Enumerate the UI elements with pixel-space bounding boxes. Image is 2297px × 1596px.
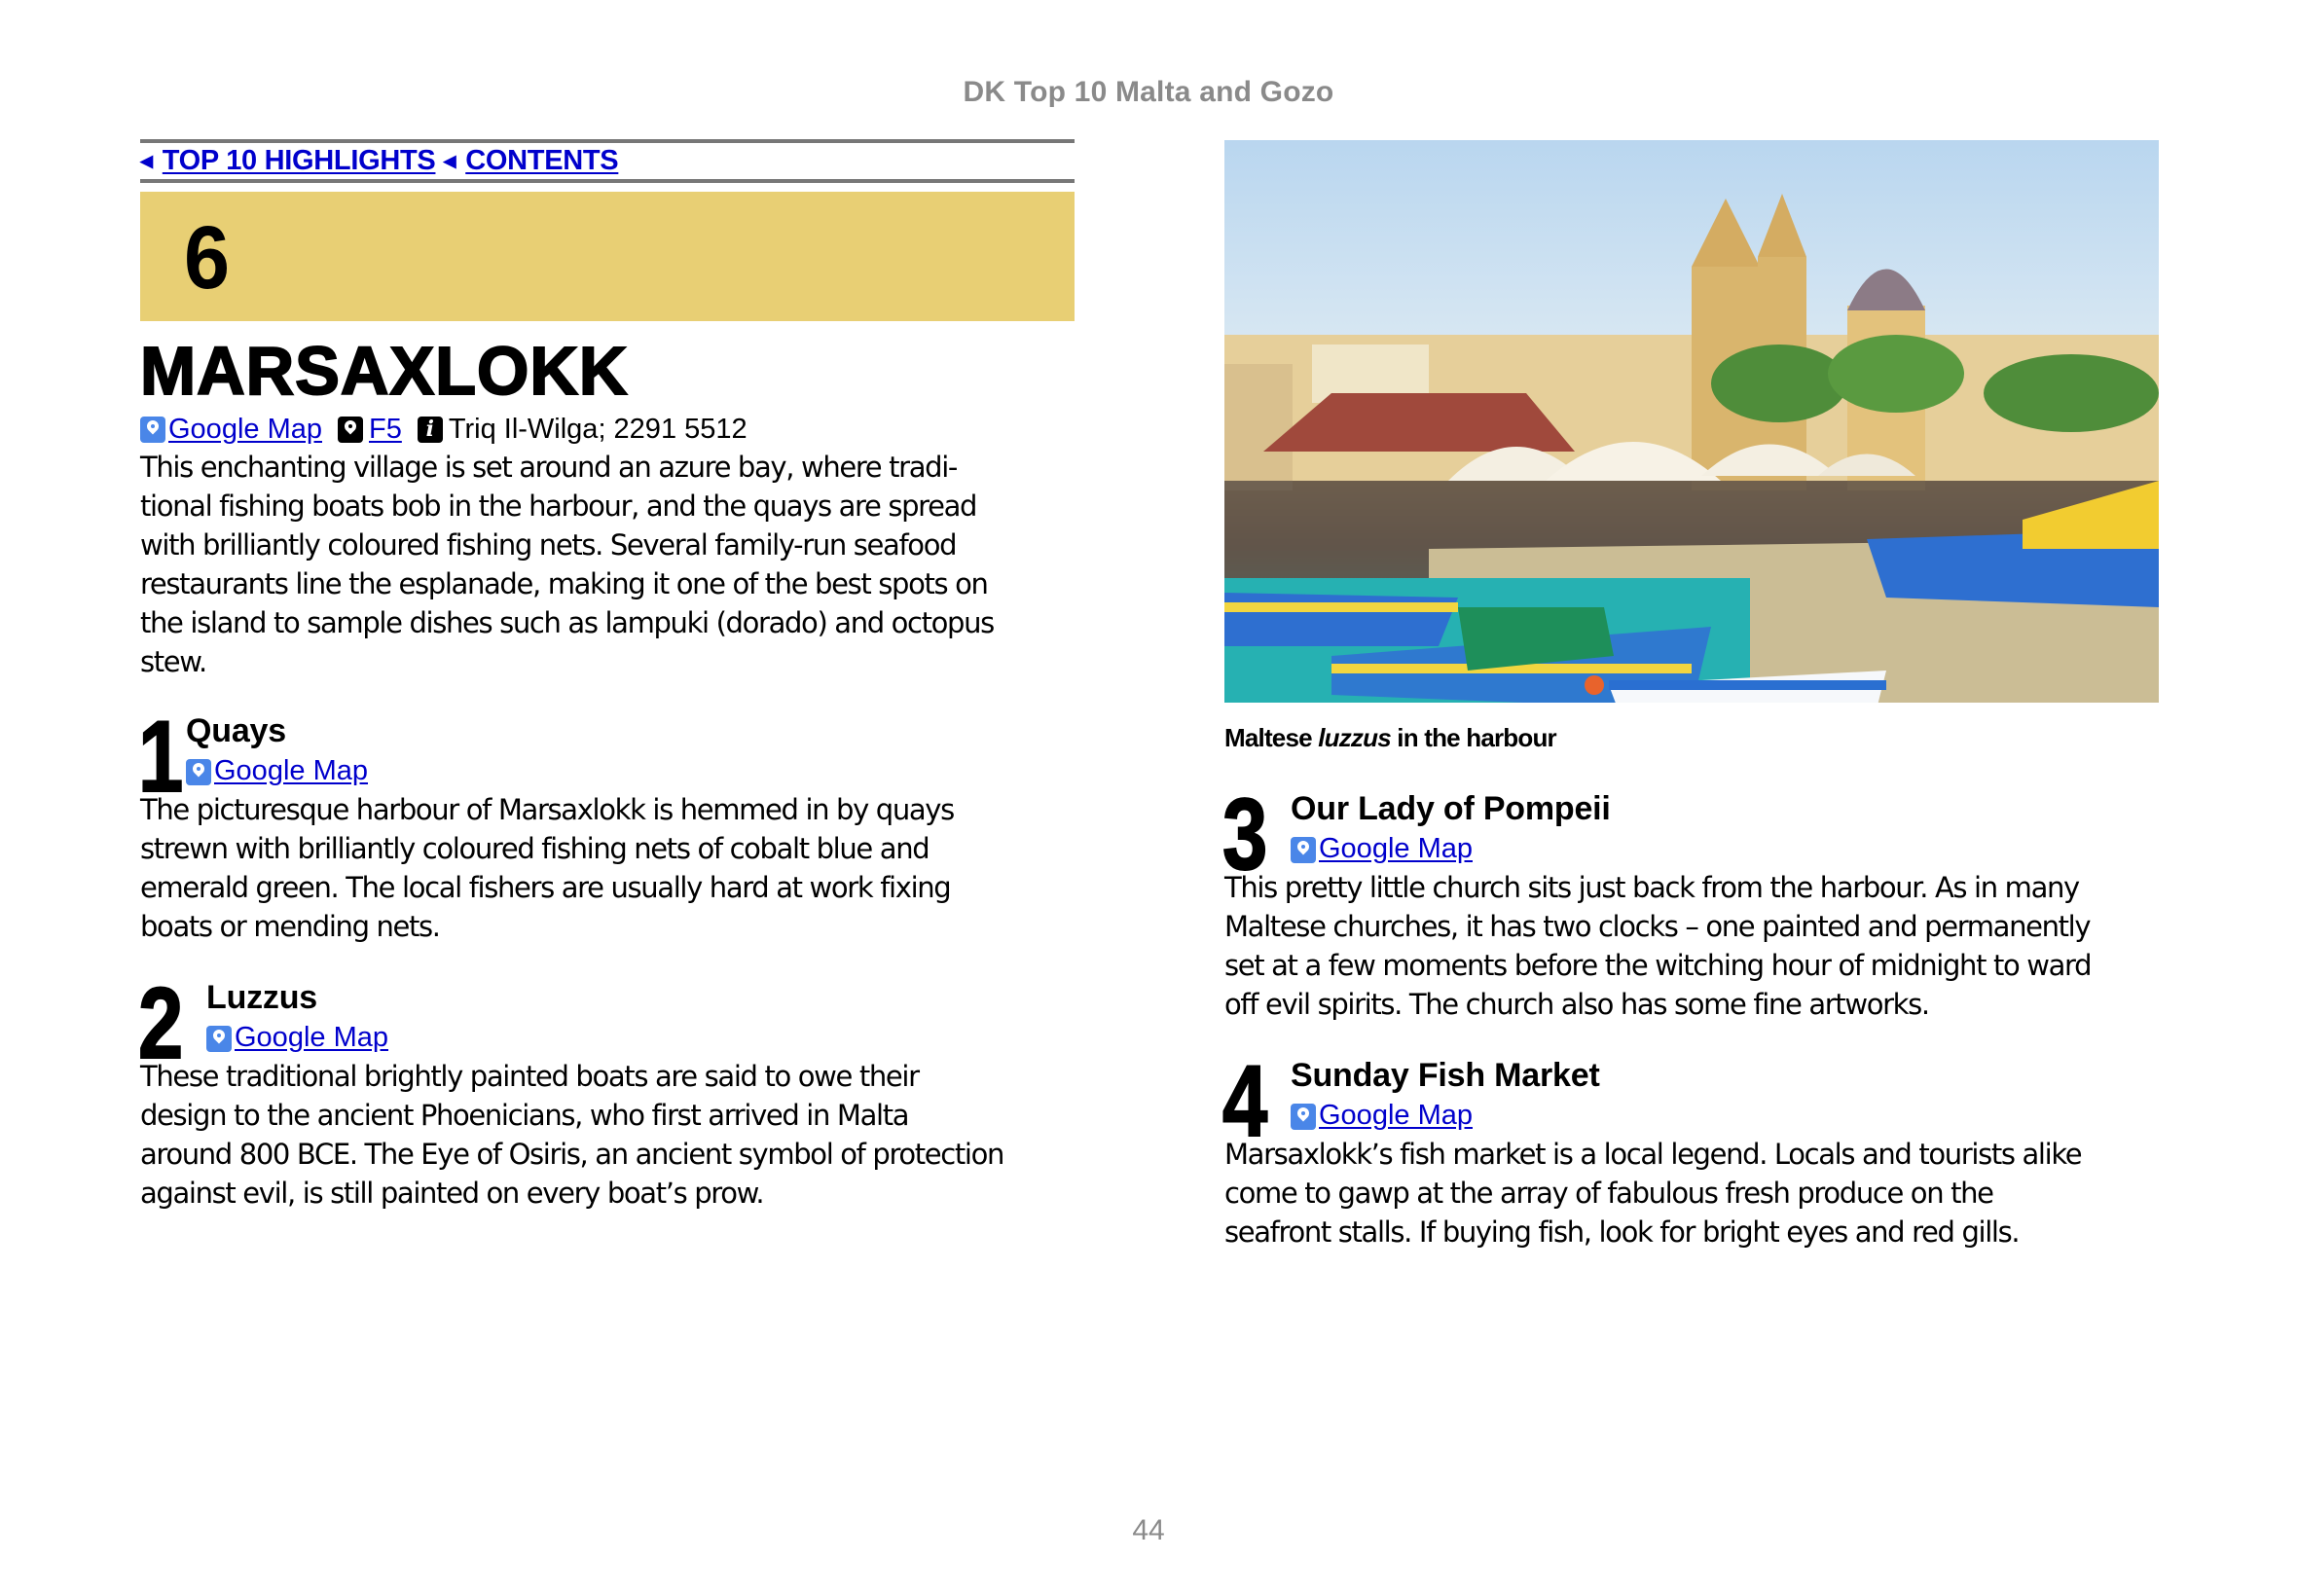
text-line: emerald green. The local fishers are usually hard at work fixing <box>140 871 951 904</box>
section-title: MARSAXLOKK <box>140 333 629 409</box>
text-line: This enchanting village is set around an azure bay, where tradi- <box>140 451 958 484</box>
right-column <box>1224 140 2159 1251</box>
highlight-item-2 <box>138 967 1075 1213</box>
item-number: 1 <box>138 701 184 814</box>
top10-highlights-link[interactable]: TOP 10 HIGHLIGHTS <box>162 145 436 176</box>
item-description <box>1224 1135 2159 1251</box>
google-map-link[interactable]: Google Map <box>214 755 368 786</box>
map-pin-icon <box>140 417 165 443</box>
section-meta <box>140 413 1075 446</box>
boat <box>1224 593 1458 646</box>
item-number: 4 <box>1222 1045 1268 1158</box>
text-line: restaurants line the esplanade, making it one of the best spots on <box>140 567 988 600</box>
item-number: 3 <box>1222 779 1268 891</box>
harbour-illustration <box>1224 140 2159 703</box>
map-pin-icon <box>186 759 211 785</box>
highlight-item-4 <box>1222 1045 2159 1251</box>
map-pin-icon <box>1291 837 1316 863</box>
caption-text: Maltese <box>1224 723 1319 752</box>
text-line: This pretty little church sits just back from the harbour. As in many <box>1224 871 2079 904</box>
highlight-item-1 <box>138 701 1075 946</box>
harbour-photo <box>1224 140 2159 703</box>
google-map-link[interactable]: Google Map <box>168 413 322 445</box>
map-pin-icon <box>1291 1104 1316 1130</box>
address-phone: Triq Il-Wilga; 2291 5512 <box>448 413 747 445</box>
text-line: tional fishing boats bob in the harbour, and the quays are spread <box>140 490 977 523</box>
intro-paragraph <box>140 448 1075 681</box>
text-line: The picturesque harbour of Marsaxlokk is hemmed in by quays <box>140 793 954 826</box>
breadcrumb-nav <box>140 139 1075 183</box>
map-grid-pin-icon <box>338 417 363 443</box>
left-column <box>140 139 1075 1213</box>
item-description <box>140 1057 1075 1213</box>
map-pin-icon <box>206 1026 232 1052</box>
text-line: against evil, is still painted on every boat’s prow. <box>140 1177 764 1210</box>
contents-link[interactable]: CONTENTS <box>465 145 619 176</box>
page-number: 44 <box>1132 1514 1165 1546</box>
text-line: come to gawp at the array of fabulous fresh produce on the <box>1224 1177 1993 1210</box>
section-number: 6 <box>184 208 231 308</box>
photo-caption <box>1224 720 2159 755</box>
google-map-link[interactable]: Google Map <box>1319 833 1473 864</box>
text-line: strewn with brilliantly coloured fishing nets of cobalt blue and <box>140 832 930 865</box>
item-number: 2 <box>138 967 184 1080</box>
item-title: Our Lady of Pompeii <box>1291 790 1611 827</box>
back-triangle-icon: ◀ <box>443 151 456 170</box>
item-title: Quays <box>186 712 286 749</box>
item-title: Sunday Fish Market <box>1291 1057 1600 1094</box>
item-title: Luzzus <box>206 979 318 1016</box>
text-line: with brilliantly coloured fishing nets. Several family-run seafood <box>140 528 957 562</box>
text-line: set at a few moments before the witching hour of midnight to ward <box>1224 949 2092 982</box>
item-description <box>140 790 1075 946</box>
highlight-item-3 <box>1222 779 2159 1024</box>
item-description <box>1224 868 2159 1024</box>
section-number-band <box>140 192 1075 321</box>
text-line: design to the ancient Phoenicians, who first arrived in Malta <box>140 1099 909 1132</box>
caption-text: in the harbour <box>1390 723 1556 752</box>
google-map-link[interactable]: Google Map <box>1319 1100 1473 1131</box>
text-line: around 800 BCE. The Eye of Osiris, an ancient symbol of protection <box>140 1138 1004 1171</box>
text-line: Maltese churches, it has two clocks – one painted and permanently <box>1224 910 2091 943</box>
text-line: These traditional brightly painted boats are said to owe their <box>140 1060 919 1093</box>
text-line: seafront stalls. If buying fish, look for bright eyes and red gills. <box>1224 1215 2020 1249</box>
church-dome <box>1847 270 1925 311</box>
text-line: boats or mending nets. <box>140 910 440 943</box>
text-line: stew. <box>140 645 206 678</box>
caption-italic: luzzus <box>1318 723 1391 752</box>
info-icon: i <box>418 417 443 443</box>
text-line: Marsaxlokk’s fish market is a local legend. Locals and tourists alike <box>1224 1138 2082 1171</box>
book-title: DK Top 10 Malta and Gozo <box>963 76 1334 108</box>
grid-ref-link[interactable]: F5 <box>369 413 402 445</box>
back-triangle-icon: ◀ <box>140 151 153 170</box>
google-map-link[interactable]: Google Map <box>235 1022 388 1053</box>
text-line: the island to sample dishes such as lampuki (dorado) and octopus <box>140 606 994 639</box>
text-line: off evil spirits. The church also has some fine artworks. <box>1224 988 1929 1021</box>
